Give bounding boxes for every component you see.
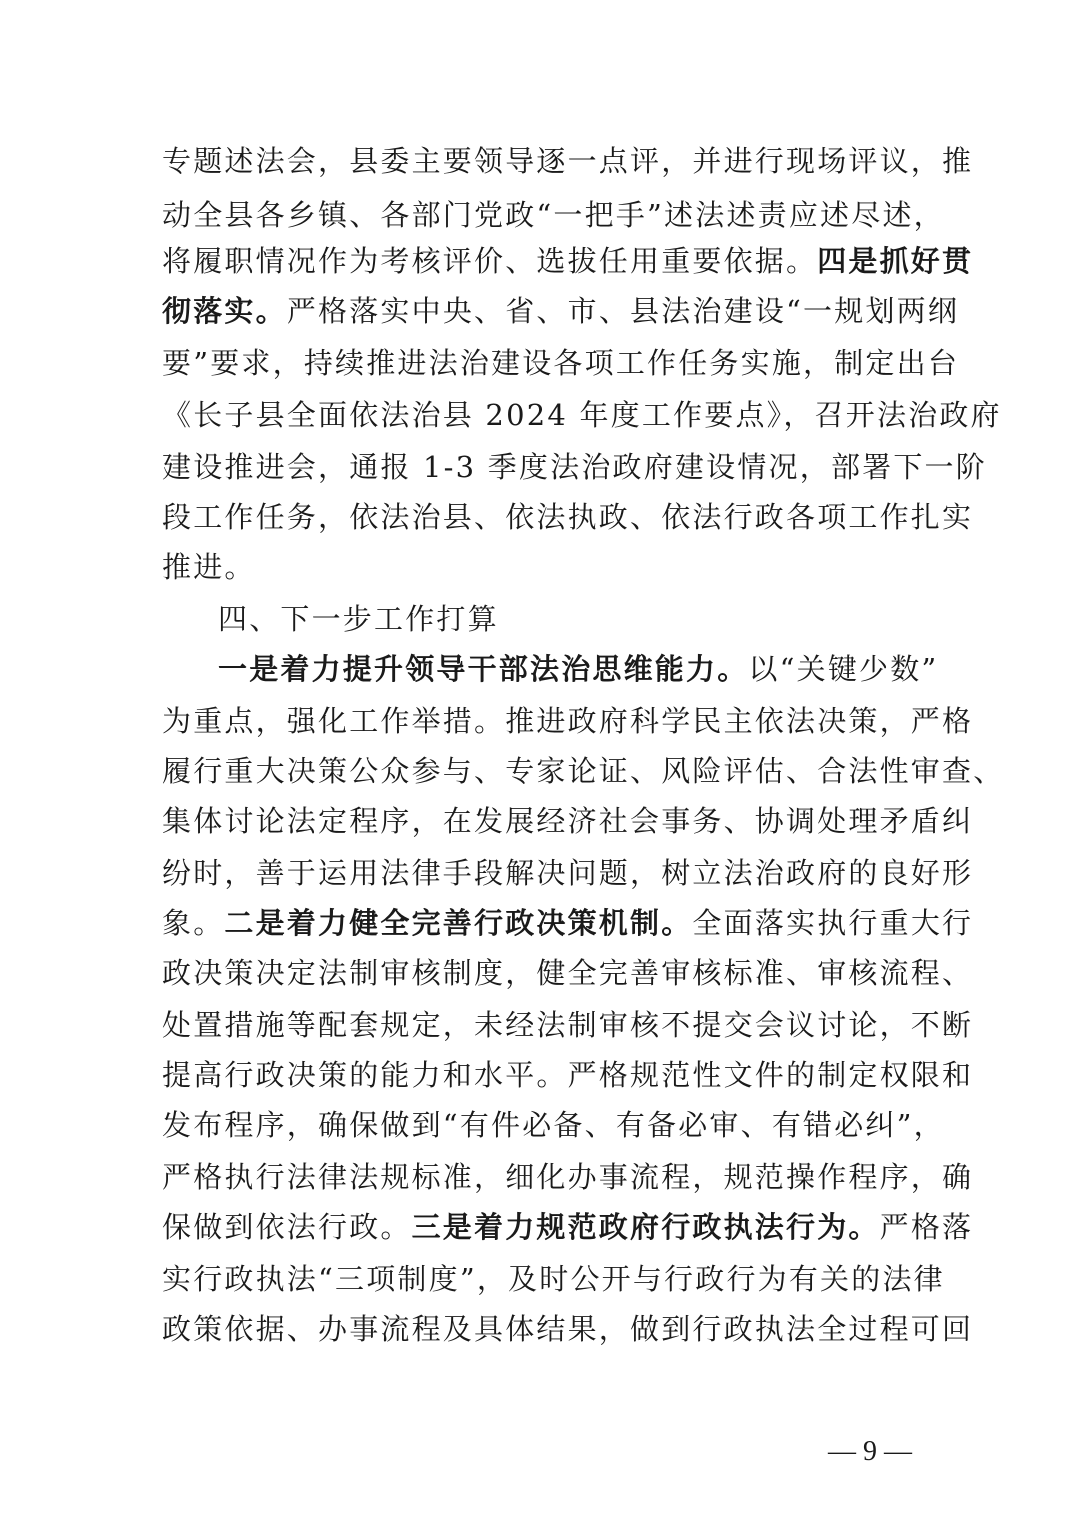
body-line: 纷时，善于运用法律手段解决问题，树立法治政府的良好形 [162,856,974,890]
body-line: 保做到依法行政。三是着力规范政府行政执法行为。严格落 [162,1210,974,1244]
body-line: 建设推进会，通报 1-3 季度法治政府建设情况，部署下一阶 [162,450,987,484]
body-line: 实行政执法“三项制度”，及时公开与行政行为有关的法律 [162,1262,945,1296]
body-line: 象。二是着力健全完善行政决策机制。全面落实执行重大行 [162,906,974,940]
body-line: 《长子县全面依法治县 2024 年度工作要点》，召开法治政府 [162,398,1002,432]
body-line: 动全县各乡镇、各部门党政“一把手”述法述责应述尽述， [162,198,945,232]
body-line: 为重点，强化工作举措。推进政府科学民主依法决策，严格 [162,704,974,738]
body-line: 集体讨论法定程序，在发展经济社会事务、协调处理矛盾纠 [162,804,974,838]
body-line: 推进。 [162,550,256,584]
body-line: 履行重大决策公众参与、专家论证、风险评估、合法性审查、 [162,754,1005,788]
body-line: 专题述法会，县委主要领导逐一点评，并进行现场评议，推 [162,144,974,178]
body-line: 严格执行法律法规标准，细化办事流程，规范操作程序，确 [162,1160,974,1194]
body-line: 处置措施等配套规定，未经法制审核不提交会议讨论，不断 [162,1008,974,1042]
body-line: 政策依据、办事流程及具体结果，做到行政执法全过程可回 [162,1312,974,1346]
body-line: 段工作任务，依法治县、依法执政、依法行政各项工作扎实 [162,500,974,534]
section-heading: 四、下一步工作打算 [218,602,499,636]
body-line: 要”要求，持续推进法治建设各项工作任务实施，制定出台 [162,346,960,380]
body-line: 提高行政决策的能力和水平。严格规范性文件的制定权限和 [162,1058,974,1092]
body-line: 政决策决定法制审核制度，健全完善审核标准、审核流程、 [162,956,974,990]
body-line: 发布程序，确保做到“有件必备、有备必审、有错必纠”， [162,1108,945,1142]
body-line: 一是着力提升领导干部法治思维能力。以“关键少数” [218,652,939,686]
body-line: 将履职情况作为考核评价、选拔任用重要依据。四是抓好贯 [162,244,974,278]
page-number: — 9 — [828,1436,912,1467]
body-line: 彻落实。严格落实中央、省、市、县法治建设“一规划两纲 [162,294,960,328]
